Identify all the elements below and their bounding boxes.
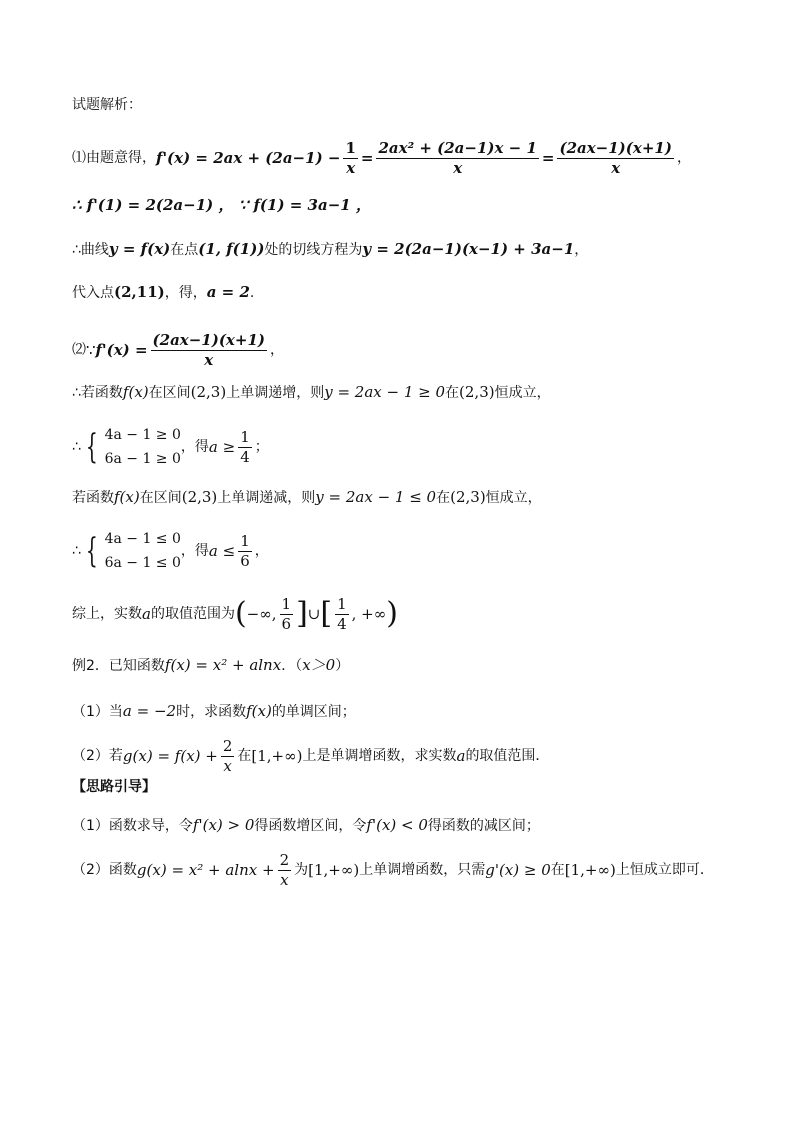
inequality-system: [105, 423, 181, 471]
text-segment: ，: [574, 241, 589, 258]
fraction-num: (2ax−1)(x+1): [152, 330, 265, 349]
text-segment: 若函数: [72, 489, 114, 506]
text-segment: ∴曲线: [72, 241, 109, 258]
text-segment: 时，求函数: [176, 703, 247, 720]
fraction-den: x: [204, 350, 214, 369]
text-segment: 恒成立，: [494, 384, 551, 401]
math-segment: a = −2: [122, 702, 177, 720]
text-segment: ∴若函数: [72, 384, 123, 401]
fraction: [280, 594, 294, 633]
math-segment: a = 2: [206, 283, 250, 301]
tangent-line: [72, 242, 588, 257]
fraction-den: 4: [337, 614, 347, 633]
text-segment: ，得: [180, 543, 209, 559]
text-segment: ，: [254, 543, 269, 559]
text-segment: 代入点: [72, 284, 114, 301]
text-segment: 综上，实数: [72, 606, 142, 622]
text-segment: ∴: [72, 543, 81, 559]
math-segment: ∴ f'(1) = 2(2a−1) ， ∵ f(1) = 3a−1 ，: [72, 196, 371, 214]
system2-line: [72, 528, 269, 574]
bracket: (: [234, 596, 247, 631]
text-segment: ．（: [281, 657, 303, 674]
part-marker: ⑴: [72, 150, 86, 166]
math-segment: (2,3): [450, 488, 486, 506]
question1-line: [72, 704, 356, 719]
math-segment: y = f(x): [108, 240, 171, 258]
fraction-den: x: [611, 158, 621, 177]
increasing-line: [72, 385, 551, 400]
text-segment: 的取值范围．: [465, 748, 550, 764]
heading-line: [72, 98, 142, 112]
math-segment: x＞0: [302, 656, 336, 674]
text-segment: 在点: [170, 241, 199, 258]
brace-icon: {: [85, 427, 98, 467]
fraction-num: 2ax² + (2a−1)x − 1: [378, 138, 537, 157]
hint-heading-line: [72, 780, 156, 794]
fraction-den: 6: [240, 551, 250, 570]
system-row: 6a − 1 ≤ 0: [104, 555, 181, 571]
text-segment: 在: [550, 862, 565, 878]
text-segment: ；: [254, 439, 269, 455]
text-segment: 在区间: [139, 489, 182, 506]
part-marker: ⑵: [72, 342, 86, 358]
math-segment: a ≤: [208, 541, 236, 560]
fraction: [557, 138, 673, 177]
math-segment: (1, f(1)): [198, 240, 265, 258]
bracket: ]: [296, 596, 308, 631]
text-segment: ）: [335, 657, 350, 674]
text-segment: 的单调区间；: [271, 703, 356, 720]
hint2-line: [72, 850, 714, 890]
fraction-den: x: [346, 158, 356, 177]
math-segment: [1,+∞): [251, 746, 303, 765]
math-segment: y = 2(2a−1)(x−1) + 3a−1: [362, 240, 575, 258]
fraction-den: x: [223, 756, 232, 775]
text-segment: ，: [269, 342, 284, 358]
math-segment: y = 2ax − 1 ≤ 0: [315, 488, 437, 506]
system-row: 6a − 1 ≥ 0: [104, 451, 181, 467]
decreasing-line: [72, 490, 542, 505]
math-segment: f(x): [246, 702, 272, 720]
fraction-num: 1: [240, 531, 250, 550]
text-segment: 在区间: [148, 384, 191, 401]
value-line: [72, 198, 371, 213]
fraction: [151, 330, 267, 369]
system-row: 4a − 1 ≤ 0: [104, 531, 181, 547]
fraction-num: 2: [222, 736, 233, 755]
math-segment: =: [541, 148, 555, 167]
inequality-system: [105, 527, 181, 575]
text-segment: （1）当: [72, 703, 123, 720]
hint1-line: [72, 818, 540, 833]
math-segment: a: [456, 746, 466, 765]
fraction: [238, 427, 252, 466]
math-segment: ∪: [307, 604, 321, 623]
fraction-den: 4: [240, 447, 250, 466]
fraction: [278, 850, 292, 889]
fraction-den: 6: [281, 614, 292, 633]
part2-line: [72, 330, 284, 370]
math-segment: (2,3): [181, 488, 218, 506]
math-segment: g(x) = f(x) +: [122, 746, 218, 765]
math-segment: y = 2ax − 1 ≥ 0: [324, 383, 446, 401]
fraction-num: (2ax−1)(x+1): [559, 138, 672, 157]
bracket: ): [386, 596, 398, 631]
question2-line: [72, 736, 549, 776]
math-segment: g(x) = x² + alnx +: [136, 860, 275, 879]
math-segment: g'(x) ≥ 0: [485, 860, 551, 879]
fraction: [238, 531, 252, 570]
text-segment: 由题意得，: [86, 150, 156, 166]
math-segment: f'(x) =: [95, 340, 148, 359]
fraction-num: 1: [281, 594, 292, 613]
math-segment: f(x) = x² + alnx: [164, 656, 282, 674]
math-segment: [1,+∞): [564, 860, 616, 879]
text-segment: 例2．已知函数: [72, 657, 165, 674]
math-segment: (2,3): [190, 383, 227, 401]
fraction-num: 2: [279, 850, 290, 869]
fraction-den: x: [280, 870, 289, 889]
text-segment: 恒成立，: [485, 489, 542, 506]
text-segment: （1）函数求导，令: [72, 817, 193, 834]
text-segment: 上单调增函数，只需: [359, 862, 486, 878]
fraction: [376, 138, 538, 177]
fraction: [221, 736, 235, 775]
math-segment: a ≥: [208, 437, 236, 456]
text-segment: 上恒成立即可．: [615, 862, 714, 878]
math-segment: f'(x) > 0: [192, 816, 255, 834]
math-segment: f(x): [122, 383, 149, 401]
text-segment: 上是单调增函数，求实数: [302, 748, 457, 764]
hint-heading: 【思路引导】: [72, 779, 156, 795]
fraction-num: 1: [345, 138, 356, 157]
system1-line: [72, 424, 269, 470]
system-row: 4a − 1 ≥ 0: [104, 427, 181, 443]
example2-line: [72, 658, 349, 673]
fraction-num: 1: [337, 594, 347, 613]
fraction-num: 1: [240, 427, 250, 446]
text-segment: ，得，: [164, 284, 207, 301]
text-segment: 的取值范围为: [150, 606, 235, 622]
math-segment: ∵: [86, 340, 96, 359]
text-segment: 上单调递减，则: [217, 489, 316, 506]
fraction: [335, 594, 349, 633]
math-segment: =: [360, 148, 374, 167]
math-segment: −∞,: [246, 604, 277, 623]
range-line: [72, 592, 398, 636]
text-segment: 得函数增区间，令: [254, 817, 367, 834]
text-segment: 在: [237, 748, 252, 764]
text-segment: ，得: [180, 439, 209, 455]
text-segment: 在: [445, 384, 460, 401]
substitution-line: [72, 285, 254, 300]
math-segment: (2,11): [114, 283, 165, 301]
fraction: [343, 138, 357, 177]
text-segment: （2）函数: [72, 862, 137, 878]
fraction-den: x: [453, 158, 463, 177]
text-segment: .: [249, 284, 255, 301]
text-segment: 处的切线方程为: [264, 241, 363, 258]
text-segment: （2）若: [72, 748, 123, 764]
math-segment: (2,3): [459, 383, 495, 401]
bracket: [: [320, 596, 333, 631]
heading-text: 试题解析：: [72, 97, 142, 113]
math-segment: f(x): [114, 488, 140, 506]
text-segment: 为: [294, 862, 309, 878]
text-segment: 得函数的减区间；: [427, 817, 540, 834]
math-segment: , +∞: [351, 604, 387, 623]
text-segment: ，: [676, 150, 691, 166]
derivative-line: [72, 138, 691, 178]
math-segment: [1,+∞): [308, 860, 360, 879]
text-segment: 在: [436, 489, 451, 506]
math-segment: a: [142, 604, 151, 623]
math-segment: f'(x) = 2ax + (2a−1) −: [156, 148, 341, 167]
math-segment: f'(x) < 0: [366, 816, 428, 834]
brace-icon: {: [85, 531, 98, 571]
text-segment: ∴: [72, 439, 81, 455]
text-segment: 上单调递增，则: [226, 384, 325, 401]
